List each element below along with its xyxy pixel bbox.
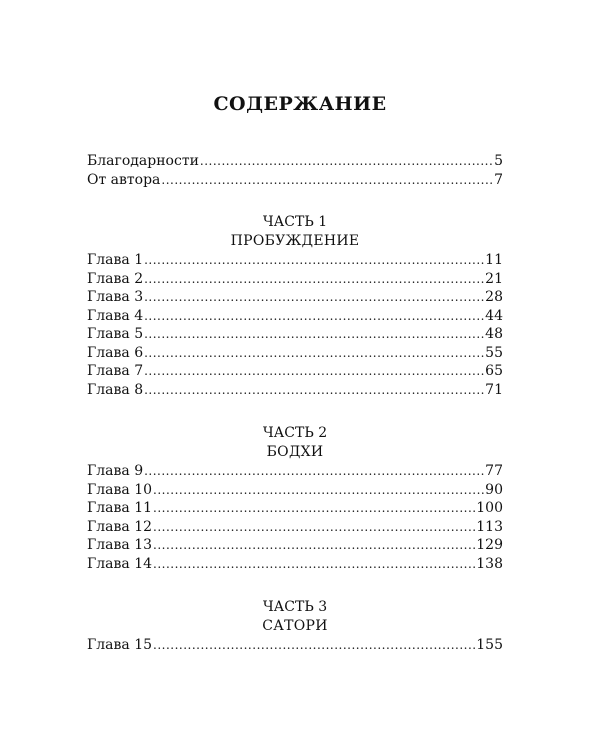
dot-leader [153, 518, 475, 537]
toc-entry-chapter-15[interactable] [87, 636, 503, 655]
table-of-contents [87, 152, 503, 655]
part-heading-1 [87, 213, 503, 251]
toc-entry-label: Глава 15 [87, 637, 153, 653]
part-name: БОДХИ [266, 444, 324, 460]
part-name: ПРОБУЖДЕНИЕ [230, 233, 360, 249]
toc-entry-chapter-13[interactable] [87, 536, 503, 555]
toc-entry-page: 11 [485, 252, 503, 268]
toc-entry-label: Глава 6 [87, 344, 144, 361]
toc-entry-chapter-7[interactable] [87, 362, 503, 381]
toc-entry-page: 90 [485, 481, 503, 498]
toc-entry-chapter-4[interactable] [87, 307, 503, 326]
toc-entry-page: 77 [485, 463, 503, 479]
toc-entry-label: Глава 1 [87, 252, 144, 268]
toc-entry-from-author[interactable] [87, 171, 503, 190]
page-title: СОДЕРЖАНИЕ [213, 93, 387, 115]
toc-entry-chapter-9[interactable] [87, 462, 503, 481]
dot-leader [144, 307, 484, 326]
toc-entry-label: Глава 9 [87, 463, 144, 479]
part-number: ЧАСТЬ 1 [262, 214, 328, 230]
toc-entry-label: Глава 11 [87, 500, 153, 516]
toc-entry-label: От автора [87, 171, 161, 188]
toc-entry-page: 65 [485, 363, 503, 379]
part-2-chapter-list [87, 462, 503, 573]
toc-entry-chapter-5[interactable] [87, 325, 503, 344]
toc-entry-page: 138 [476, 555, 503, 572]
toc-entry-chapter-6[interactable] [87, 344, 503, 363]
toc-entry-label: Глава 7 [87, 363, 144, 379]
toc-entry-page: 55 [485, 344, 503, 361]
toc-entry-chapter-3[interactable] [87, 288, 503, 307]
dot-leader [161, 171, 493, 190]
toc-entry-label: Глава 13 [87, 537, 153, 553]
dot-leader [144, 270, 484, 289]
dot-leader [153, 555, 475, 574]
dot-leader [200, 152, 493, 171]
toc-entry-page: 21 [485, 270, 503, 287]
toc-entry-page: 155 [476, 637, 503, 653]
toc-entry-page: 100 [476, 500, 503, 516]
dot-leader [153, 481, 484, 500]
toc-entry-chapter-8[interactable] [87, 381, 503, 400]
toc-entry-acknowledgements[interactable] [87, 152, 503, 171]
dot-leader [144, 381, 484, 400]
dot-leader [144, 325, 484, 344]
dot-leader [144, 251, 484, 270]
part-name: САТОРИ [262, 618, 328, 634]
toc-entry-label: Глава 5 [87, 326, 144, 342]
front-matter-list [87, 152, 503, 189]
toc-entry-page: 71 [485, 381, 503, 398]
part-3-chapter-list [87, 636, 503, 655]
toc-entry-label: Глава 10 [87, 481, 153, 498]
part-number: ЧАСТЬ 3 [262, 599, 328, 615]
toc-entry-label: Глава 3 [87, 289, 144, 305]
dot-leader [144, 362, 484, 381]
dot-leader [144, 344, 484, 363]
toc-entry-page: 129 [476, 537, 503, 553]
toc-entry-label: Глава 2 [87, 270, 144, 287]
dot-leader [144, 288, 484, 307]
toc-entry-page: 48 [485, 326, 503, 342]
toc-entry-label: Благодарности [87, 153, 199, 169]
toc-entry-page: 7 [494, 171, 503, 188]
part-heading-3 [87, 598, 503, 636]
dot-leader [153, 636, 475, 655]
toc-entry-page: 113 [476, 518, 503, 535]
dot-leader [144, 462, 484, 481]
part-number: ЧАСТЬ 2 [262, 425, 328, 441]
toc-entry-label: Глава 12 [87, 518, 153, 535]
toc-entry-label: Глава 14 [87, 555, 153, 572]
toc-entry-label: Глава 4 [87, 307, 144, 324]
dot-leader [153, 536, 475, 555]
toc-entry-chapter-14[interactable] [87, 555, 503, 574]
toc-entry-label: Глава 8 [87, 381, 144, 398]
dot-leader [153, 499, 475, 518]
toc-entry-page: 5 [494, 153, 503, 169]
part-1-chapter-list [87, 251, 503, 399]
toc-entry-chapter-1[interactable] [87, 251, 503, 270]
toc-entry-page: 44 [485, 307, 503, 324]
toc-entry-page: 28 [485, 289, 503, 305]
toc-entry-chapter-10[interactable] [87, 481, 503, 500]
toc-entry-chapter-2[interactable] [87, 270, 503, 289]
toc-entry-chapter-11[interactable] [87, 499, 503, 518]
toc-entry-chapter-12[interactable] [87, 518, 503, 537]
part-heading-2 [87, 424, 503, 462]
